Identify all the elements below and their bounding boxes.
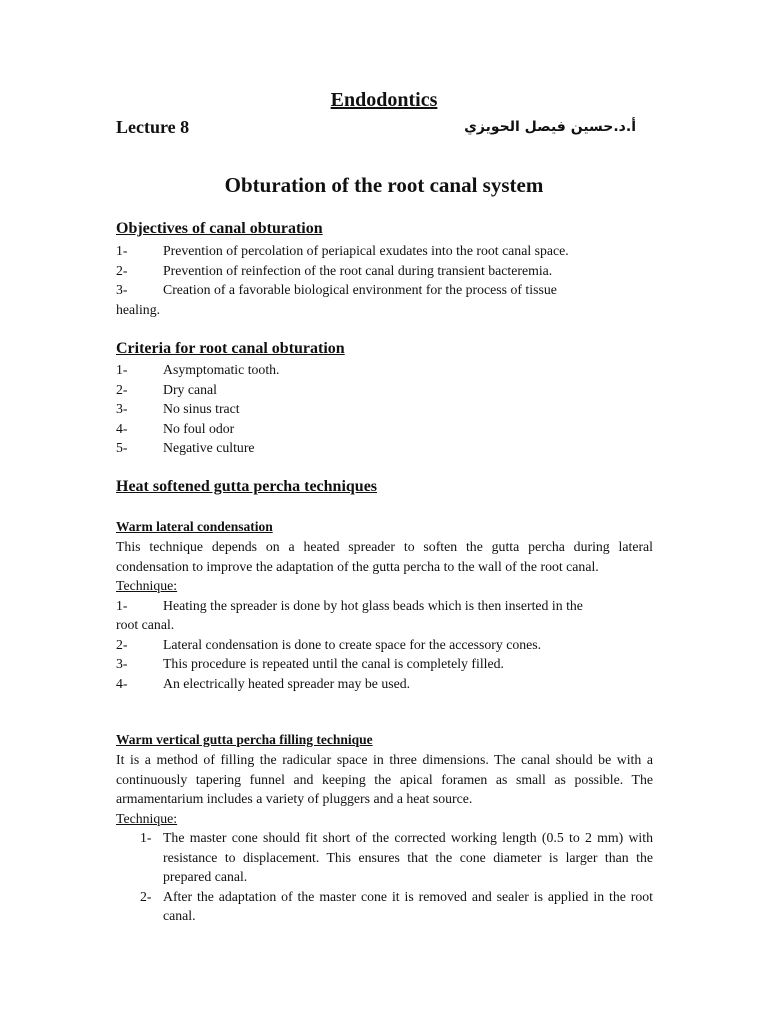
warm-lateral-heading: Warm lateral condensation [116,519,273,534]
list-item: 2- After the adaptation of the master cone it is removed and sealer is applied in the root canal. [140,888,653,923]
lecture-number: Lecture 8 [116,117,190,137]
course-title: Endodontics [330,89,438,111]
list-item: 3- No sinus tract [116,401,240,416]
list-item: 1- Heating the spreader is done by hot glass beads which is then inserted in the [116,597,583,613]
list-item: 3- This procedure is repeated until the canal is completely filled. [116,656,504,671]
warm-vertical-heading: Warm vertical gutta percha filling technique [116,732,373,747]
list-item: 4- No foul odor [116,420,235,436]
objectives-heading: Objectives of canal obturation [116,220,323,237]
objectives-list [116,241,653,319]
author-name: أ.د.حسين فيصل الحويزي [464,119,636,135]
warm-lateral-description: This technique depends on a heated spreader to soften the gutta percha during lateral condensation to improve the adaptation of the gutta percha to the wall of the root canal. [116,539,653,574]
heat-softened-heading: Heat softened gutta percha techniques [116,478,378,495]
list-item: 2- Prevention of reinfection of the root canal during transient bacteremia. [116,262,553,278]
criteria-list [116,360,653,458]
list-item: 1- Asymptomatic tooth. [116,362,280,377]
list-item-continuation: healing. [116,301,161,317]
warm-vertical-description: It is a method of filling the radicular space in three dimensions. The canal should be with a continuously tapering funnel and keeping the apical foramen as small as possible. The armamentarium includes a variety of pluggers and a heat source. [116,752,653,806]
criteria-heading: Criteria for root canal obturation [116,340,345,357]
lecture-row [116,117,636,141]
list-item: 4- An electrically heated spreader may be used. [116,675,411,691]
warm-vertical-section [116,750,653,926]
main-title: Obturation of the root canal system [224,173,544,197]
list-item: 3- Creation of a favorable biological environment for the process of tissue [116,282,557,297]
warm-lateral-section [116,537,653,693]
list-item: 1- The master cone should fit short of the corrected working length (0.5 to 2 mm) with resistance to displacement. This ensures that the cone diameter is larger than the prepared canal. [140,830,653,884]
list-item: 2- Lateral condensation is done to create space for the accessory cones. [116,636,542,652]
list-item-continuation: root canal. [116,617,175,632]
list-item: 5- Negative culture [116,440,255,455]
technique-label: Technique: [116,810,178,826]
list-item: 1- Prevention of percolation of periapical exudates into the root canal space. [116,243,569,258]
technique-label: Technique: [116,578,178,593]
list-item: 2- Dry canal [116,381,218,397]
